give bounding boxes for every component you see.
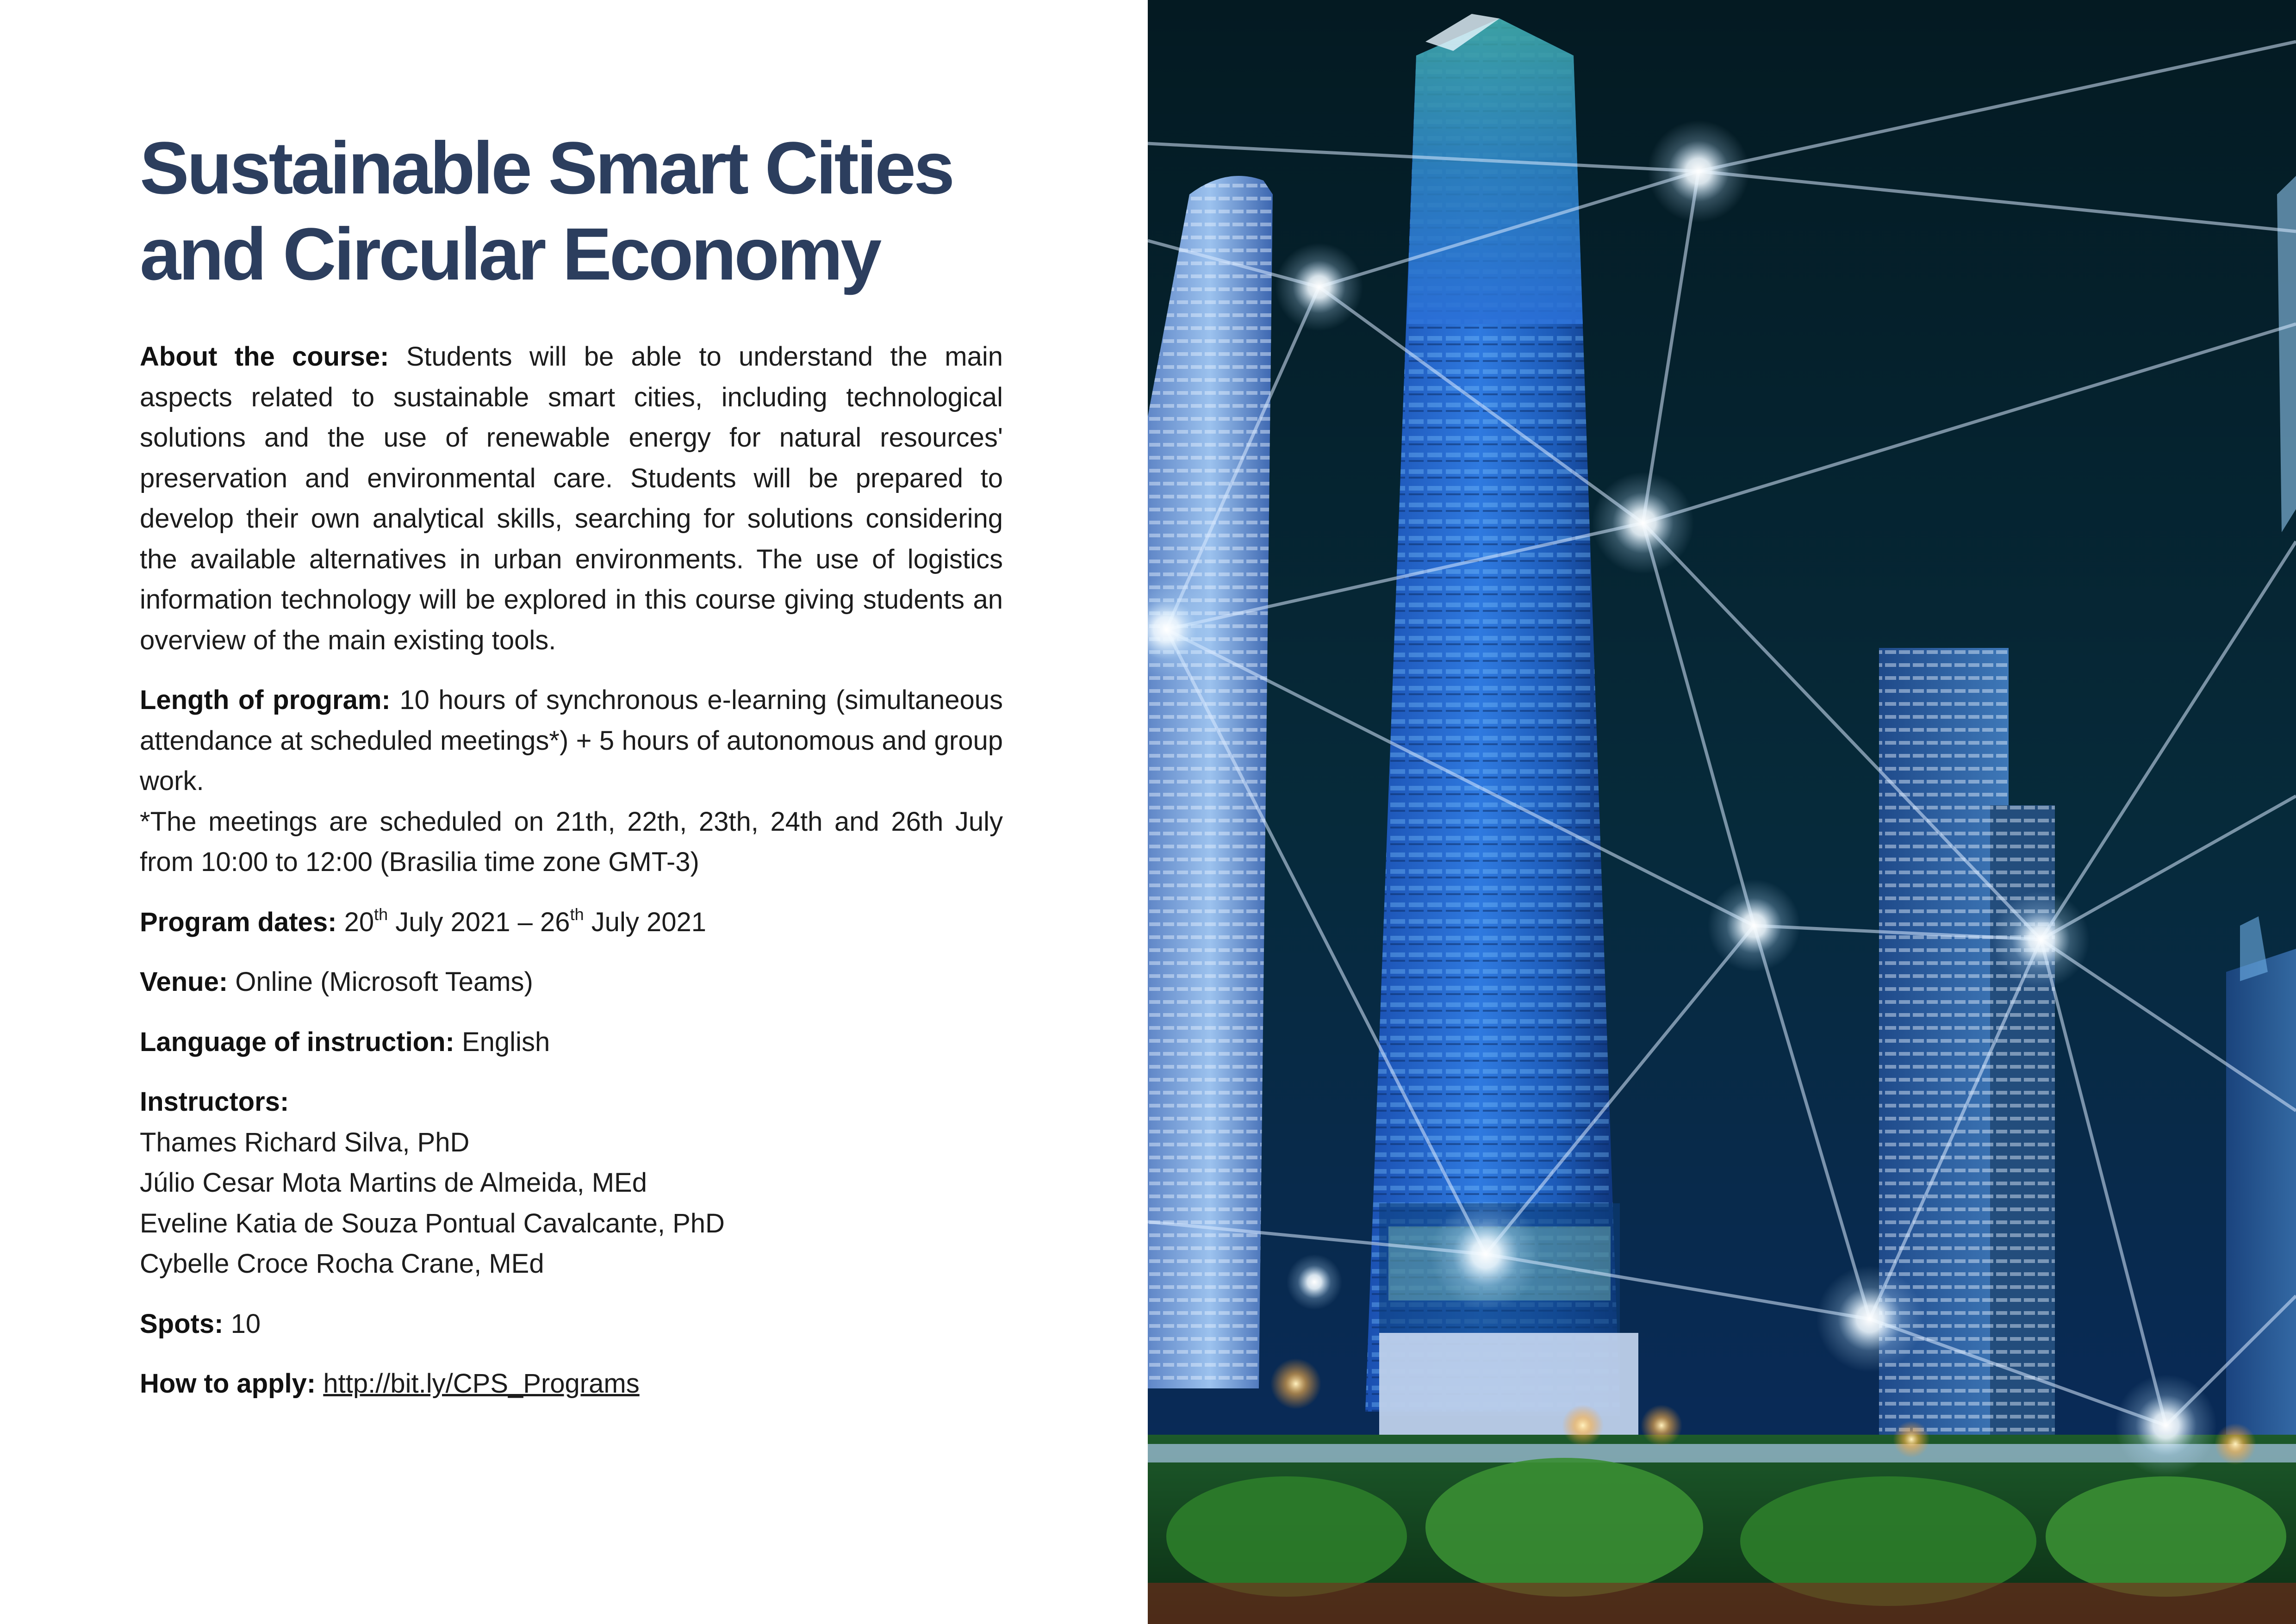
spots-section — [140, 1304, 1003, 1344]
dates-end-suffix: th — [570, 904, 584, 924]
dates-label: Program dates: — [140, 907, 337, 937]
apply-link[interactable]: http://bit.ly/CPS_Programs — [323, 1369, 640, 1399]
apply-section — [140, 1363, 1003, 1404]
instructor-name: Eveline Katia de Souza Pontual Cavalcante, PhD — [140, 1208, 725, 1238]
venue-label: Venue: — [140, 967, 228, 997]
length-note: *The meetings are scheduled on 21th, 22th, 23th, 24th and 26th July from 10:00 to 12:00 (Brasilia time zone GMT-3) — [140, 806, 1003, 877]
title-line-1: Sustainable Smart Cities — [140, 126, 953, 209]
spots-label: Spots: — [140, 1308, 224, 1339]
city-skyline-photo — [1148, 0, 2296, 1624]
language-label: Language of instruction: — [140, 1027, 454, 1057]
about-section — [140, 336, 1003, 660]
about-label: About the course: — [140, 342, 389, 372]
title-line-2: and Circular Economy — [140, 212, 880, 295]
apply-label: How to apply: — [140, 1369, 316, 1399]
length-text: 10 hours of synchronous e-learning (simultaneous attendance at scheduled meetings*) + 5 hours of autonomous and group work. — [140, 685, 1003, 796]
instructor-name: Júlio Cesar Mota Martins de Almeida, MEd — [140, 1168, 647, 1198]
venue-section — [140, 962, 1003, 1002]
spots-value: 10 — [230, 1308, 261, 1339]
course-info — [140, 125, 1003, 1404]
length-section — [140, 680, 1003, 883]
skyline-illustration — [1148, 0, 2296, 1624]
dates-start-rest: July 2021 – 26 — [395, 907, 570, 937]
about-text: Students will be able to understand the main aspects related to sustainable smart cities, including technological solutions and the use of renewable energy for natural resources' preservation and environmental care. Students will be prepared to develop their own analytical skills, searching for solutions considering the available alternatives in urban environments. The use of logistics information technology will be explored in this course giving students an overview of the main existing tools. — [140, 342, 1003, 655]
language-value: English — [461, 1027, 550, 1057]
instructor-name: Cybelle Croce Rocha Crane, MEd — [140, 1249, 544, 1279]
instructors-section — [140, 1082, 1003, 1284]
dates-start-day: 20 — [344, 907, 374, 937]
venue-value: Online (Microsoft Teams) — [235, 967, 533, 997]
dates-section — [140, 902, 1003, 943]
instructor-name: Thames Richard Silva, PhD — [140, 1127, 470, 1157]
instructors-label: Instructors: — [140, 1087, 289, 1117]
page-title — [140, 125, 1003, 297]
dates-end-rest: July 2021 — [591, 907, 707, 937]
dates-start-suffix: th — [374, 904, 388, 924]
length-label: Length of program: — [140, 685, 391, 715]
language-section — [140, 1022, 1003, 1063]
